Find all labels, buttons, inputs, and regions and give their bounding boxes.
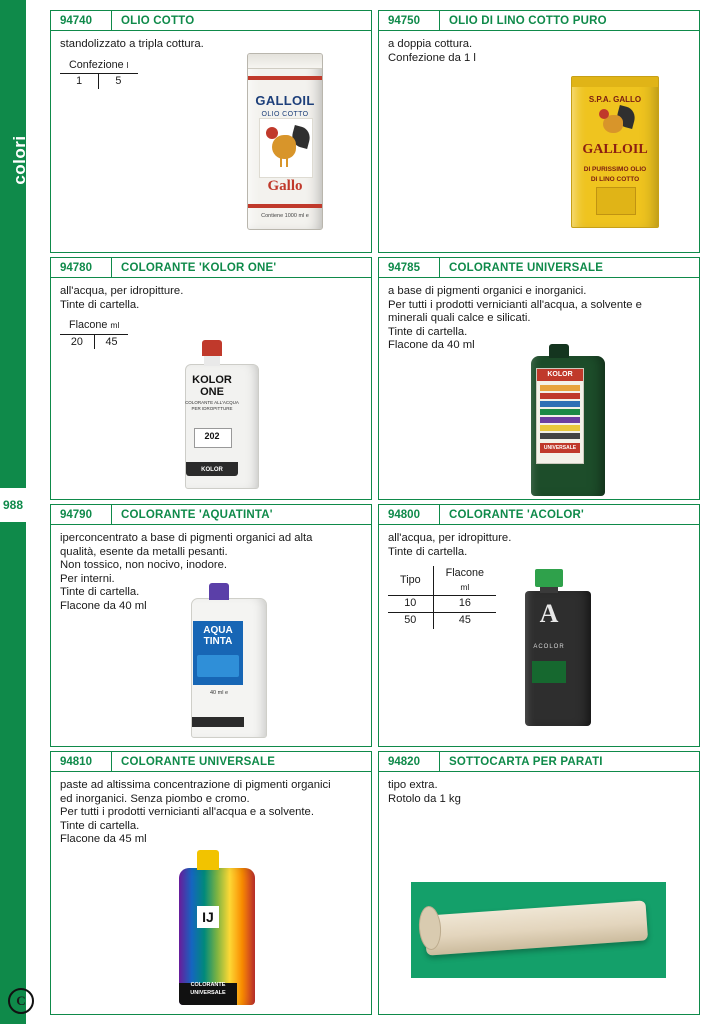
size-text: 40 ml e [209,690,229,696]
product-description-line: Non tossico, non nocivo, inodore. [60,559,228,572]
label-sub: UNIVERSALE [540,443,580,453]
shoulder [572,77,658,87]
label-graphic [197,655,239,677]
table-cell: 45 [433,612,496,628]
tin-can [247,53,323,230]
label-stripe [540,393,580,399]
product-description-line: Tinte di cartella. [60,586,140,599]
color-chip-number: 202 [204,431,220,441]
product-image-olio-cotto [247,53,323,230]
card-header [379,11,699,31]
product-description-line: Flacone da 40 ml [60,599,147,612]
bottle-label [193,621,243,685]
product-card-94820[interactable] [378,751,700,1015]
rooster-leg [286,157,288,167]
yellow-can [571,76,659,228]
contents-text: Contiene 1000 ml e [261,213,309,219]
product-code: 94780 [51,258,112,277]
cap [549,344,569,358]
label-foot-line-1: COLORANTE [190,982,226,989]
product-description-line: minerali quali calce e silicati. [388,312,531,325]
brand-footer-text: Gallo [267,178,303,194]
paper-roll [424,900,648,955]
card-body [51,525,371,696]
table-header-cell: Tipo [388,566,433,596]
label-header: KOLOR [537,369,583,381]
card-body [51,772,371,997]
label-line-1: DI PURISSIMO OLIO [583,166,647,173]
product-table [60,319,128,349]
product-description-line: Tinte di cartella. [60,298,140,311]
product-title: COLORANTE UNIVERSALE [449,261,604,274]
brand-footer-text: KOLOR [201,467,223,473]
card-body [51,278,371,473]
table-cell: 5 [99,74,138,89]
brand-mark: IJ [202,909,214,925]
brand-line-1: KOLOR [192,374,232,386]
product-description-line: Per interni. [60,572,115,585]
product-table [60,59,138,89]
category-label: colori [10,135,29,185]
product-image-colorante-universale [531,344,587,489]
product-description: standolizzato a tripla cottura. [60,38,204,50]
product-title: COLORANTE 'ACOLOR' [449,508,584,521]
bottle-label [536,368,584,464]
table-cell: 45 [94,334,128,349]
product-description-line: a base di pigmenti organici e inorganici. [388,285,587,297]
product-description-line: Per tutti i prodotti vernicianti all'acqua e a solvente. [60,806,314,819]
product-title: COLORANTE 'AQUATINTA' [121,508,273,521]
card-body [379,31,699,183]
product-title: SOTTOCARTA PER PARATI [449,755,603,768]
card-body [51,31,371,219]
label-stripe [540,401,580,407]
brand-letter: A [539,599,559,628]
product-description-line: ed inorganici. Senza piombo e cromo. [60,792,250,805]
table-header-unit: ml [110,320,120,331]
label-stripe [540,417,580,423]
brand-text: GALLOIL [255,93,315,108]
brand-text: ACOLOR [533,644,565,650]
table-row [388,596,496,613]
label-panel [596,187,636,215]
cap [209,583,229,600]
band-top [248,76,322,80]
brand-line-1: AQUA [203,625,233,636]
product-card-94785[interactable] [378,257,700,500]
table-header-cell [60,59,138,74]
product-title: OLIO DI LINO COTTO PURO [449,14,607,27]
card-header [51,11,371,31]
product-description-line: Tinte di cartella. [388,545,468,558]
table-cell: 10 [388,596,433,613]
table-header-unit: l [126,59,129,70]
product-description-line: all'acqua, per idropitture. [388,532,512,544]
band-bottom [248,204,322,208]
product-description-line: Tinte di cartella. [388,325,468,338]
rooster-leg [280,157,282,167]
product-card-94800[interactable] [378,504,700,747]
product-code: 94740 [51,11,112,30]
universale-rainbow-bottle [179,850,237,998]
bottle-neck [204,356,220,366]
rooster-head [599,109,609,119]
rooster-body [272,135,296,159]
product-code: 94810 [51,752,112,771]
product-description-line: Flacone da 40 ml [388,339,475,352]
product-image-acolor [525,569,573,719]
label-stripe [540,425,580,431]
bottle-base [192,717,244,727]
product-code: 94785 [379,258,440,277]
label-description: COLORANTE ALL'ACQUA PER IDROPITTURE [185,400,239,411]
brand-text: GALLOIL [582,142,648,157]
cap [535,569,563,587]
card-header [51,258,371,278]
table-cell: 1 [76,75,83,88]
product-description-line: all'acqua, per idropitture. [60,285,184,297]
table-row [60,334,128,349]
table-cell: 50 [404,613,417,626]
cap [202,340,222,356]
product-description-line: Confezione da 1 l [388,51,476,64]
product-description-line: a doppia cottura. [388,38,473,50]
card-header [51,505,371,525]
product-image-aquatinta [191,583,247,729]
product-image-olio-lino [571,76,659,228]
product-code: 94820 [379,752,440,771]
label-stripe [540,385,580,391]
table-header-label: Flacone [445,567,485,580]
product-title: OLIO COTTO [121,14,195,27]
bottle-body [179,868,255,1005]
card-header [379,505,699,525]
table-row [60,74,138,89]
rooster-illustration [599,105,631,139]
universale-bottle [531,344,587,489]
brand-text [193,625,243,647]
brand-line-2: ONE [200,386,224,398]
brand-line-2: TINTA [203,636,233,647]
rooster-head [266,127,278,139]
label-foot-line-2: UNIVERSALE [190,990,226,997]
table-header-label: Flacone [69,319,108,332]
table-header-label: Confezione [69,58,124,71]
product-card-94790[interactable] [50,504,372,747]
table-header-cell [60,319,128,334]
subtitle-text: OLIO COTTO [261,111,309,118]
product-grid [50,10,700,1015]
product-card-94810[interactable] [50,751,372,1015]
brand-top-text: S.P.A. GALLO [588,95,642,104]
product-code: 94790 [51,505,112,524]
card-body [379,772,699,806]
paper-roll-photo [411,882,666,978]
product-image-kolor-one [185,340,239,480]
product-description-line: Rotolo da 1 kg [388,792,461,805]
aquatinta-bottle [191,583,247,729]
card-body [379,278,699,451]
card-header [379,752,699,772]
product-title: COLORANTE UNIVERSALE [121,755,276,768]
table-cell: 20 [70,335,83,348]
table-header-cell [433,566,496,596]
table-header-unit: ml [460,581,470,592]
product-description-line: paste ad altissima concentrazione di pigmenti organici [60,779,331,791]
product-code: 94750 [379,11,440,30]
product-card-94740[interactable] [50,10,372,253]
acolor-bottle [525,569,573,719]
kolor-one-bottle [185,340,239,480]
product-card-94780[interactable] [50,257,372,500]
label-stripe [540,409,580,415]
cap [197,850,219,870]
product-description-line: iperconcentrato a base di pigmenti organici ad alta [60,532,313,544]
card-body [379,525,699,650]
card-header [379,258,699,278]
label-stripe [540,433,580,439]
table-cell: 16 [433,596,496,613]
table-row [388,612,496,628]
publisher-logo: C [8,988,34,1014]
product-description-line: qualità, esente da metalli pesanti. [60,545,228,558]
product-image-sottocarta [411,882,666,978]
product-description-line: tipo extra. [388,779,438,791]
product-description-line: Tinte di cartella. [60,819,140,832]
page-number: 988 [0,492,26,518]
product-image-rainbow-bottle [179,850,237,998]
card-header [51,752,371,772]
label-panel [532,661,566,683]
product-description-line: Flacone da 45 ml [60,833,147,846]
product-description-line: Per tutti i prodotti vernicianti all'acqua, a solvente e [388,298,642,311]
catalog-page [26,0,724,1024]
product-card-94750[interactable] [378,10,700,253]
label-line-2: DI LINO COTTO [590,176,640,183]
product-title: COLORANTE 'KOLOR ONE' [121,261,277,274]
product-code: 94800 [379,505,440,524]
product-table [388,566,496,628]
rooster-illustration [259,118,313,178]
shoulder [248,54,322,69]
